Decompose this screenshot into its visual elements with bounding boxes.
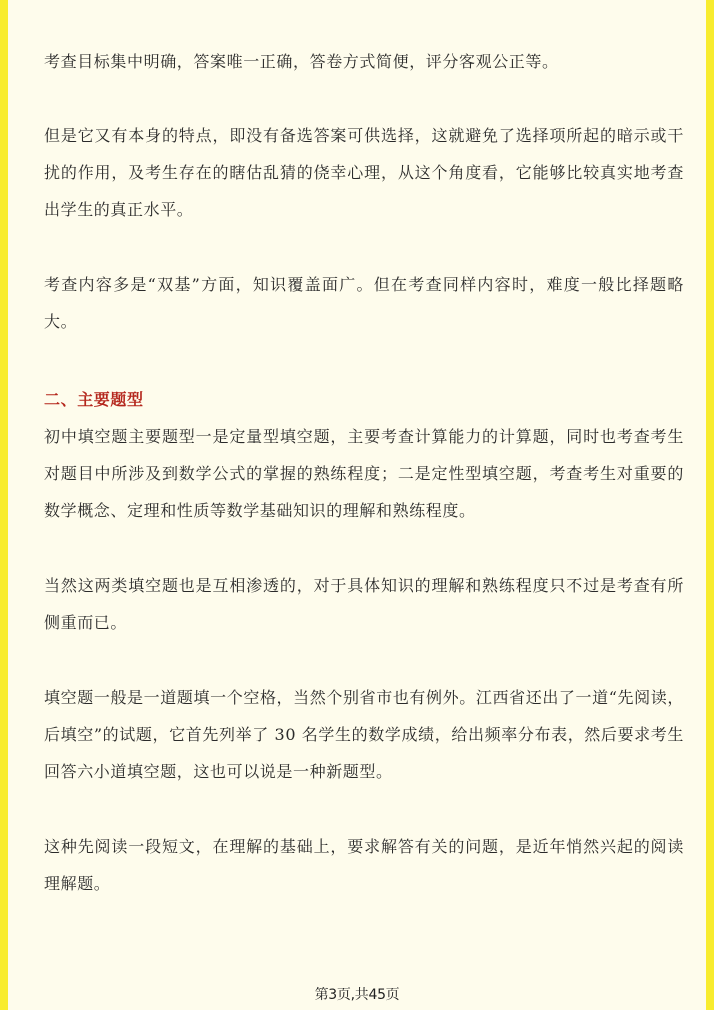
paragraph-characteristics: 但是它又有本身的特点，即没有备选答案可供选择，这就避免了选择项所起的暗示或干扰的作用，及考生存在的瞎估乱猜的侥幸心理，从这个角度看，它能够比较真实地考查出学生的真正水平。 [44, 126, 684, 219]
paragraph-content-scope: 考查内容多是“双基”方面，知识覆盖面广。但在考查同样内容时，难度一般比择题略大。 [44, 275, 684, 331]
paragraph-exam-goals: 考查目标集中明确，答案唯一正确，答卷方式简便，评分客观公正等。 [44, 52, 559, 71]
paragraph-interpenetration: 当然这两类填空题也是互相渗透的，对于具体知识的理解和熟练程度只不过是考查有所侧重而已。 [44, 576, 684, 632]
paragraph-question-types: 初中填空题主要题型一是定量型填空题，主要考查计算能力的计算题，同时也考查考生对题目中所涉及到数学公式的掌握的熟练程度；二是定性型填空题，考查考生对重要的数学概念、定理和性质等数学基础知识的理解和熟练程度。 [44, 427, 684, 520]
document-page [8, 0, 706, 1010]
paragraph-reading-comprehension: 这种先阅读一段短文，在理解的基础上，要求解答有关的问题，是近年悄然兴起的阅读理解题。 [44, 837, 684, 893]
paragraph-blank-format: 填空题一般是一道题填一个空格，当然个别省市也有例外。江西省还出了一道“先阅读，后填空”的试题，它首先列举了 30 名学生的数学成绩，给出频率分布表，然后要求考生回答六小道填空题，这也可以说是一种新题型。 [44, 688, 684, 781]
page-number-indicator: 第3页,共45页 [314, 987, 400, 1003]
section-heading-main-types: 二、主要题型 [44, 390, 144, 409]
